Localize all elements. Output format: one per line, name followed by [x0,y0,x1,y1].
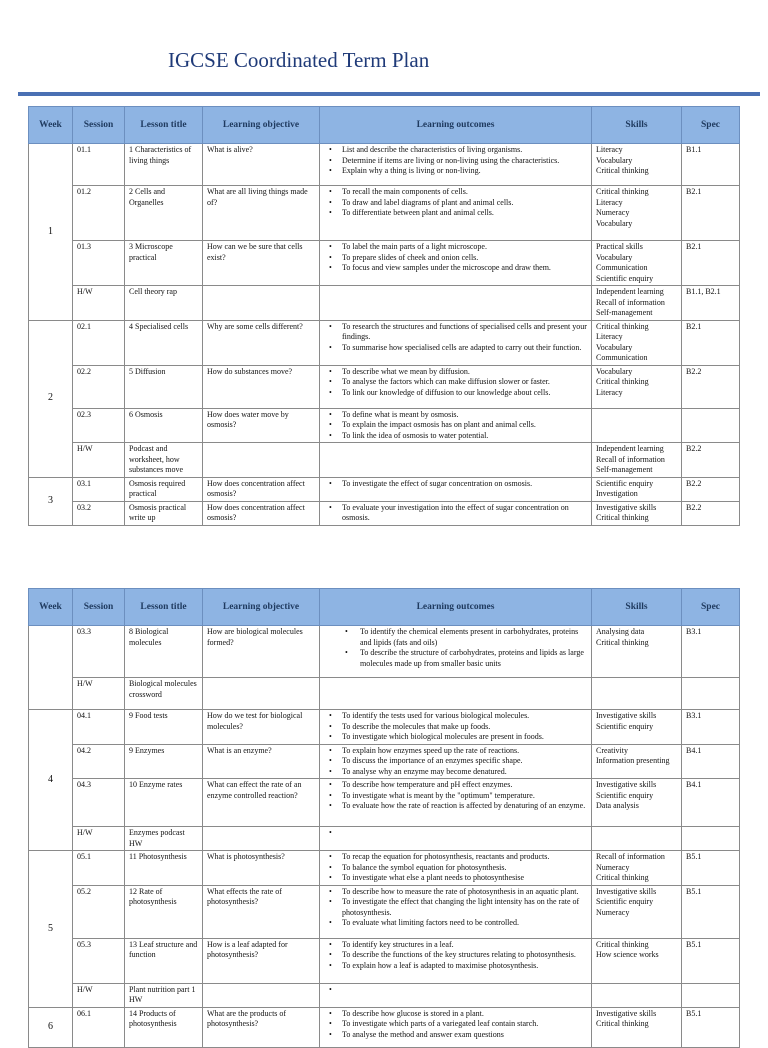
session-cell: 02.2 [73,365,125,408]
learning-outcomes-cell [320,443,592,478]
table-row [29,938,740,983]
outcome-item: • To recap the equation for photosynthesis, reactants and products. [342,852,587,863]
lesson-title-cell: 3 Microscope practical [125,241,203,286]
header-lesson-title: Lesson title [125,589,203,626]
week-cell: 2 [29,320,73,477]
session-cell: 03.1 [73,477,125,501]
learning-objective-cell: What can effect the rate of an enzyme controlled reaction? [203,779,320,827]
lesson-title-cell: Enzymes podcast HW [125,827,203,851]
session-cell: H/W [73,443,125,478]
outcome-item: • To identify key structures in a leaf. [342,940,587,951]
table-row [29,678,740,710]
skills-cell: Creativity Information presenting [592,744,682,779]
lesson-title-cell: 6 Osmosis [125,408,203,443]
lesson-title-cell: Cell theory rap [125,286,203,321]
skills-cell: Literacy Vocabulary Critical thinking [592,144,682,186]
skills-cell: Vocabulary Critical thinking Literacy [592,365,682,408]
outcome-item: • To focus and view samples under the microscope and draw them. [342,263,587,274]
week-cell: 6 [29,1007,73,1047]
spec-cell: B2.2 [682,501,740,525]
learning-objective-cell: How does concentration affect osmosis? [203,501,320,525]
learning-objective-cell: How is a leaf adapted for photosynthesis? [203,938,320,983]
session-cell: H/W [73,827,125,851]
week-cell: 4 [29,710,73,851]
learning-outcomes-cell [320,408,592,443]
skills-cell [592,408,682,443]
table-row [29,365,740,408]
session-cell: 05.3 [73,938,125,983]
table-row [29,477,740,501]
session-cell: 06.1 [73,1007,125,1047]
table-row [29,626,740,678]
header-skills: Skills [592,589,682,626]
learning-outcomes-cell [320,938,592,983]
lesson-title-cell: 8 Biological molecules [125,626,203,678]
skills-cell: Investigative skills Critical thinking [592,501,682,525]
spec-cell: B5.1 [682,885,740,938]
outcome-item: • To describe how to measure the rate of photosynthesis in an aquatic plant. [342,887,587,898]
outcome-item: • To describe the functions of the key structures relating to photosynthesis. [342,950,587,961]
skills-cell: Investigative skills Scientific enquiry [592,710,682,745]
session-cell: 01.3 [73,241,125,286]
outcome-item: • To explain the impact osmosis has on plant and animal cells. [342,420,587,431]
skills-cell: Investigative skills Scientific enquiry Numeracy [592,885,682,938]
session-cell: 04.2 [73,744,125,779]
lesson-title-cell: Osmosis required practical [125,477,203,501]
term-plan-table-1 [28,106,740,526]
table-row [29,186,740,241]
header-session: Session [73,589,125,626]
lesson-title-cell: 9 Food tests [125,710,203,745]
lesson-title-cell: 1 Characteristics of living things [125,144,203,186]
learning-objective-cell [203,983,320,1007]
outcome-item: • To investigate what else a plant needs to photosynthesise [342,873,587,884]
lesson-title-cell: Osmosis practical write up [125,501,203,525]
session-cell: 05.2 [73,885,125,938]
learning-objective-cell [203,678,320,710]
outcome-item [342,828,587,838]
header-learning-outcomes: Learning outcomes [320,589,592,626]
learning-outcomes-cell [320,983,592,1007]
document-title: IGCSE Coordinated Term Plan [168,48,430,72]
learning-outcomes-cell [320,144,592,186]
outcome-item: • To evaluate your investigation into the effect of sugar concentration on osmosis. [342,503,587,524]
spec-cell: B2.2 [682,443,740,478]
spec-cell: B4.1 [682,744,740,779]
learning-outcomes-cell [320,744,592,779]
outcome-item: • To recall the main components of cells. [342,187,587,198]
outcome-item: • To link the idea of osmosis to water potential. [342,431,587,442]
learning-outcomes-cell [320,827,592,851]
learning-objective-cell: What is photosynthesis? [203,851,320,886]
learning-outcomes-cell [320,1007,592,1047]
outcome-item: • To describe how temperature and pH effect enzymes. [342,780,587,791]
session-cell: 04.1 [73,710,125,745]
outcome-item: • To analyse the method and answer exam questions [342,1030,587,1041]
outcome-item: • To investigate the effect of sugar concentration on osmosis. [342,479,587,490]
header-row [29,107,740,144]
title-rule [18,92,760,96]
lesson-title-cell: 4 Specialised cells [125,320,203,365]
table-row [29,443,740,478]
learning-outcomes-cell [320,477,592,501]
outcome-item: • To prepare slides of cheek and onion cells. [342,253,587,264]
spec-cell: B3.1 [682,626,740,678]
outcome-item: • To investigate which biological molecules are present in foods. [342,732,587,743]
learning-objective-cell: How do we test for biological molecules? [203,710,320,745]
skills-cell: Critical thinking Literacy Vocabulary Communication [592,320,682,365]
header-session: Session [73,107,125,144]
spec-cell: B1.1, B2.1 [682,286,740,321]
session-cell: 03.2 [73,501,125,525]
header-spec: Spec [682,107,740,144]
outcome-item: • Determine if items are living or non-living using the characteristics. [342,156,587,167]
learning-outcomes-cell [320,626,592,678]
learning-objective-cell: What is alive? [203,144,320,186]
week-cell: 1 [29,144,73,321]
learning-outcomes-cell [320,241,592,286]
learning-outcomes-cell [320,710,592,745]
table-row [29,144,740,186]
lesson-title-cell: Plant nutrition part 1 HW [125,983,203,1007]
lesson-title-cell: 5 Diffusion [125,365,203,408]
learning-objective-cell: How do substances move? [203,365,320,408]
outcome-item: • To define what is meant by osmosis. [342,410,587,421]
outcome-item: • To explain how a leaf is adapted to maximise photosynthesis. [342,961,587,972]
learning-outcomes-cell [320,365,592,408]
table-row [29,320,740,365]
learning-outcomes-cell [320,678,592,710]
learning-outcomes-cell [320,779,592,827]
skills-cell: Critical thinking Literacy Numeracy Vocabulary [592,186,682,241]
table-row [29,885,740,938]
learning-objective-cell: What effects the rate of photosynthesis? [203,885,320,938]
outcome-item: • Explain why a thing is living or non-living. [342,166,587,177]
learning-objective-cell: How does concentration affect osmosis? [203,477,320,501]
table-row [29,241,740,286]
learning-objective-cell: Why are some cells different? [203,320,320,365]
skills-cell [592,678,682,710]
skills-cell: Scientific enquiry Investigation [592,477,682,501]
session-cell: 01.1 [73,144,125,186]
lesson-title-cell: 12 Rate of photosynthesis [125,885,203,938]
spec-cell: B4.1 [682,779,740,827]
learning-objective-cell [203,827,320,851]
learning-objective-cell: How does water move by osmosis? [203,408,320,443]
spec-cell: B5.1 [682,938,740,983]
header-week: Week [29,107,73,144]
learning-objective-cell: What is an enzyme? [203,744,320,779]
outcome-item: • To draw and label diagrams of plant and animal cells. [342,198,587,209]
spec-cell: B2.1 [682,241,740,286]
skills-cell: Investigative skills Critical thinking [592,1007,682,1047]
skills-cell: Independent learning Recall of information Self-management [592,443,682,478]
header-lesson-title: Lesson title [125,107,203,144]
lesson-title-cell: Biological molecules crossword [125,678,203,710]
outcome-item: • To link our knowledge of diffusion to our knowledge about cells. [342,388,587,399]
outcome-item: • To explain how enzymes speed up the rate of reactions. [342,746,587,757]
outcome-item: • To differentiate between plant and animal cells. [342,208,587,219]
learning-objective-cell [203,286,320,321]
table-row [29,501,740,525]
table-row [29,827,740,851]
spec-cell [682,678,740,710]
outcome-item: • To analyse the factors which can make diffusion slower or faster. [342,377,587,388]
header-week: Week [29,589,73,626]
learning-objective-cell [203,443,320,478]
outcome-item: • To analyse why an enzyme may become denatured. [342,767,587,778]
lesson-title-cell: 10 Enzyme rates [125,779,203,827]
table-row [29,851,740,886]
lesson-title-cell: 11 Photosynthesis [125,851,203,886]
lesson-title-cell: 9 Enzymes [125,744,203,779]
table-row [29,779,740,827]
outcome-item: • To identify the chemical elements present in carbohydrates, proteins and lipids (fats and oils) [360,627,587,648]
session-cell: H/W [73,983,125,1007]
table-row [29,1007,740,1047]
skills-cell: Investigative skills Scientific enquiry Data analysis [592,779,682,827]
outcome-item: • To balance the symbol equation for photosynthesis. [342,863,587,874]
skills-cell: Practical skills Vocabulary Communication Scientific enquiry [592,241,682,286]
outcome-item: • To evaluate what limiting factors need to be controlled. [342,918,587,929]
learning-objective-cell: What are all living things made of? [203,186,320,241]
spec-cell: B2.1 [682,186,740,241]
lesson-title-cell: 13 Leaf structure and function [125,938,203,983]
learning-outcomes-cell [320,320,592,365]
spec-cell [682,983,740,1007]
skills-cell: Recall of information Numeracy Critical thinking [592,851,682,886]
spec-cell [682,408,740,443]
learning-outcomes-cell [320,885,592,938]
learning-objective-cell: What are the products of photosynthesis? [203,1007,320,1047]
learning-outcomes-cell [320,851,592,886]
outcome-item: • To evaluate how the rate of reaction is affected by denaturing of an enzyme. [342,801,587,812]
outcome-item: • To describe what we mean by diffusion. [342,367,587,378]
outcome-item: • To describe the structure of carbohydrates, proteins and lipids as large molecules made up from smaller basic units [360,648,587,669]
outcome-item: • To describe how glucose is stored in a plant. [342,1009,587,1020]
outcome-item: • To identify the tests used for various biological molecules. [342,711,587,722]
header-row [29,589,740,626]
lesson-title-cell: 2 Cells and Organelles [125,186,203,241]
outcome-item: • To investigate what is meant by the "optimum" temperature. [342,791,587,802]
session-cell: 02.1 [73,320,125,365]
week-cell: 3 [29,477,73,525]
session-cell: 04.3 [73,779,125,827]
header-skills: Skills [592,107,682,144]
spec-cell: B2.2 [682,365,740,408]
learning-objective-cell: How can we be sure that cells exist? [203,241,320,286]
table-row [29,744,740,779]
outcome-item: • To describe the molecules that make up foods. [342,722,587,733]
outcome-item: • To investigate which parts of a variegated leaf contain starch. [342,1019,587,1030]
outcome-item: • To label the main parts of a light microscope. [342,242,587,253]
skills-cell [592,827,682,851]
spec-cell: B2.2 [682,477,740,501]
spec-cell: B1.1 [682,144,740,186]
header-learning-outcomes: Learning outcomes [320,107,592,144]
session-cell: H/W [73,286,125,321]
session-cell: 03.3 [73,626,125,678]
table-row [29,710,740,745]
week-cell [29,626,73,710]
header-learning-objective: Learning objective [203,589,320,626]
header-spec: Spec [682,589,740,626]
outcome-item: • To discuss the importance of an enzymes specific shape. [342,756,587,767]
skills-cell: Critical thinking How science works [592,938,682,983]
outcome-item: • To investigate the effect that changing the light intensity has on the rate of photosynthesis. [342,897,587,918]
session-cell: 02.3 [73,408,125,443]
learning-outcomes-cell [320,186,592,241]
session-cell: H/W [73,678,125,710]
spec-cell: B5.1 [682,851,740,886]
learning-outcomes-cell [320,501,592,525]
term-plan-table-2 [28,588,740,1048]
table-row [29,983,740,1007]
lesson-title-cell: 14 Products of photosynthesis [125,1007,203,1047]
skills-cell [592,983,682,1007]
session-cell: 01.2 [73,186,125,241]
table-row [29,286,740,321]
header-learning-objective: Learning objective [203,107,320,144]
week-cell: 5 [29,851,73,1008]
spec-cell [682,827,740,851]
spec-cell: B3.1 [682,710,740,745]
lesson-title-cell: Podcast and worksheet, how substances move [125,443,203,478]
skills-cell: Analysing data Critical thinking [592,626,682,678]
learning-objective-cell: How are biological molecules formed? [203,626,320,678]
outcome-item [342,985,587,995]
outcome-item: • To summarise how specialised cells are adapted to carry out their function. [342,343,587,354]
outcome-item: • To research the structures and functions of specialised cells and present your findings. [342,322,587,343]
table-row [29,408,740,443]
spec-cell: B5.1 [682,1007,740,1047]
outcome-item: • List and describe the characteristics of living organisms. [342,145,587,156]
session-cell: 05.1 [73,851,125,886]
spec-cell: B2.1 [682,320,740,365]
skills-cell: Independent learning Recall of information Self-management [592,286,682,321]
learning-outcomes-cell [320,286,592,321]
